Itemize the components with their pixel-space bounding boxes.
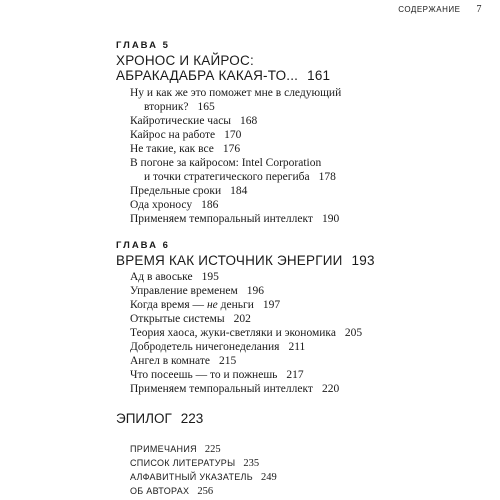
chapter-5-title-page: 161 — [307, 68, 331, 83]
running-header-title: СОДЕРЖАНИЕ — [398, 5, 461, 14]
back-matter-entry: ОБ АВТОРАХ 256 — [130, 486, 214, 497]
epilogue-page: 223 — [180, 411, 204, 426]
toc-entry: вторник? 165 — [144, 101, 215, 113]
chapter-5-title-line2: АБРАКАДАБРА КАКАЯ-ТО... 161 — [116, 68, 331, 83]
chapter-6-title-page: 193 — [351, 253, 375, 268]
toc-entry: Применяем темпоральный интеллект 190 — [130, 213, 340, 225]
toc-entry: Кайротические часы 168 — [130, 115, 258, 127]
chapter-6-title: ВРЕМЯ КАК ИСТОЧНИК ЭНЕРГИИ 193 — [116, 253, 375, 268]
toc-entry: Теория хаоса, жуки-светляки и экономика 205 — [130, 327, 363, 339]
toc-entry: Открытые системы 202 — [130, 313, 251, 325]
toc-entry: В погоне за кайросом: Intel Corporation — [130, 157, 322, 169]
running-header — [0, 4, 482, 18]
toc-entry: Применяем темпоральный интеллект 220 — [130, 383, 340, 395]
toc-entry: Когда время — не деньги 197 — [130, 299, 281, 311]
back-matter-entry: АЛФАВИТНЫЙ УКАЗАТЕЛЬ 249 — [130, 472, 277, 483]
toc-entry: Кайрос на работе 170 — [130, 129, 242, 141]
toc-entry: Добродетель ничегонеделания 211 — [130, 341, 306, 353]
toc-entry: Не такие, как все 176 — [130, 143, 241, 155]
toc-entry: Ангел в комнате 215 — [130, 355, 237, 367]
chapter-5-label: ГЛАВА 5 — [116, 40, 170, 51]
chapter-6-label: ГЛАВА 6 — [116, 240, 170, 251]
back-matter-entry: СПИСОК ЛИТЕРАТУРЫ 235 — [130, 458, 260, 469]
toc-entry: Ода хроносу 186 — [130, 199, 219, 211]
back-matter-entry: ПРИМЕЧАНИЯ 225 — [130, 444, 221, 455]
toc-entry: Что посеешь — то и пожнешь 217 — [130, 369, 304, 381]
toc-entry: Управление временем 196 — [130, 285, 265, 297]
epilogue-title: ЭПИЛОГ 223 — [116, 411, 204, 426]
toc-entry: Предельные сроки 184 — [130, 185, 248, 197]
toc-entry: Ад в авоське 195 — [130, 271, 219, 283]
toc-entry: и точки стратегического перегиба 178 — [144, 171, 336, 183]
toc-entry: Ну и как же это поможет мне в следующий — [130, 87, 342, 99]
chapter-5-title-line1: ХРОНОС И КАЙРОС: — [116, 53, 254, 68]
page-number: 7 — [476, 4, 482, 15]
